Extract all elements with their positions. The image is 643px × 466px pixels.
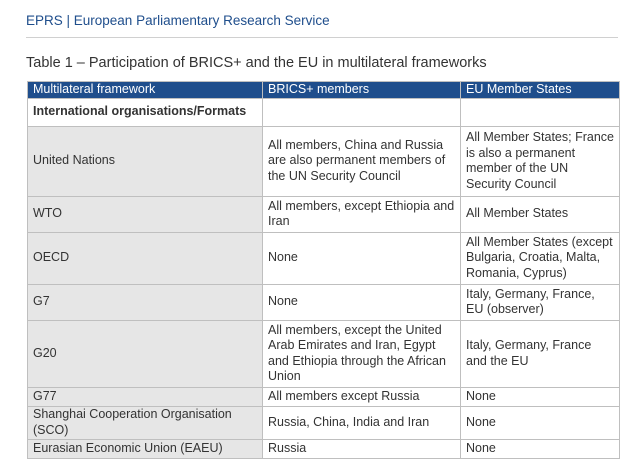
table-row [28,406,620,439]
section-empty-cell [263,98,461,126]
table-row [28,232,620,284]
eu-cell: None [461,406,620,439]
eu-cell: Italy, Germany, France and the EU [461,320,620,387]
eu-cell: Italy, Germany, France, EU (observer) [461,284,620,320]
framework-cell: G77 [28,387,263,406]
table-header-row [28,82,620,99]
brics-cell: Russia, China, India and Iran [263,406,461,439]
section-row [28,98,620,126]
framework-cell: United Nations [28,126,263,196]
framework-cell: Shanghai Cooperation Organisation (SCO) [28,406,263,439]
column-header-eu: EU Member States [461,82,620,99]
table-row [28,126,620,196]
eu-cell: None [461,439,620,458]
framework-cell: OECD [28,232,263,284]
framework-cell: Eurasian Economic Union (EAEU) [28,439,263,458]
participation-table [27,81,620,459]
column-header-framework: Multilateral framework [28,82,263,99]
eu-cell: All Member States (except Bulgaria, Croatia, Malta, Romania, Cyprus) [461,232,620,284]
column-header-brics: BRICS+ members [263,82,461,99]
brics-cell: All members, China and Russia are also permanent members of the UN Security Council [263,126,461,196]
brics-cell: Russia [263,439,461,458]
framework-cell: G7 [28,284,263,320]
table-row [28,320,620,387]
framework-cell: WTO [28,196,263,232]
brics-cell: All members except Russia [263,387,461,406]
brics-cell: All members, except the United Arab Emirates and Iran, Egypt and Ethiopia through the African Union [263,320,461,387]
brics-cell: None [263,284,461,320]
publisher-header: EPRS | European Parliamentary Research Service [26,13,330,28]
brics-cell: All members, except Ethiopia and Iran [263,196,461,232]
header-divider [26,37,618,38]
section-empty-cell [461,98,620,126]
table-row [28,387,620,406]
section-label: International organisations/Formats [28,98,263,126]
eu-cell: All Member States [461,196,620,232]
brics-cell: None [263,232,461,284]
table-caption: Table 1 – Participation of BRICS+ and the EU in multilateral frameworks [26,55,487,71]
eu-cell: None [461,387,620,406]
framework-cell: G20 [28,320,263,387]
eu-cell: All Member States; France is also a permanent member of the UN Security Council [461,126,620,196]
table-row [28,439,620,458]
table-row [28,284,620,320]
table-row [28,196,620,232]
